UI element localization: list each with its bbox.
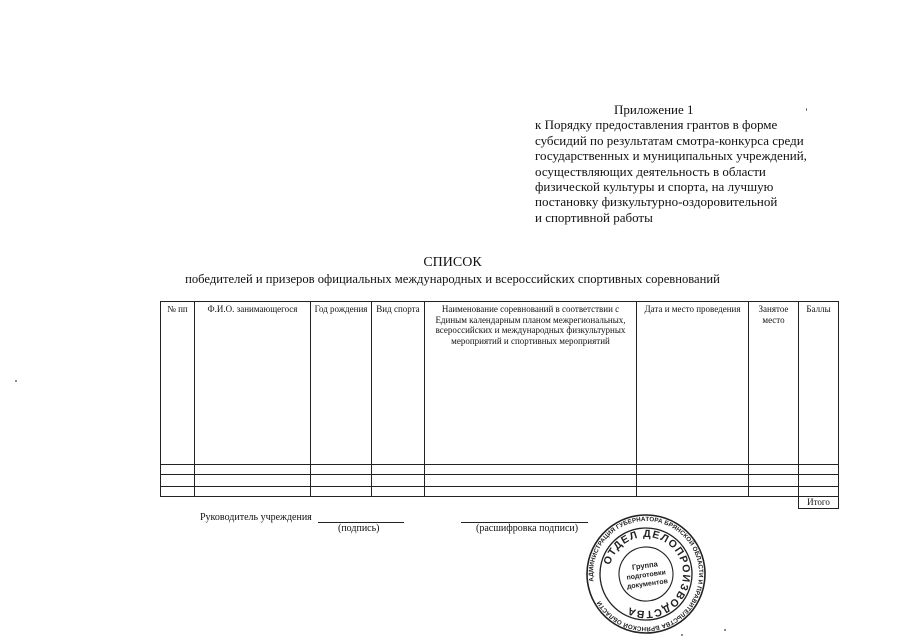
- table-cell: [425, 487, 637, 497]
- stamp-outer-text: АДМИНИСТРАЦИЯ ГУБЕРНАТОРА БРЯНСКОЙ ОБЛАСТИ И ПРАВИТЕЛЬСТВА БРЯНСКОЙ ОБЛАСТИ: [587, 515, 705, 633]
- signature-caption: (подпись): [338, 523, 380, 534]
- table-cell: [195, 475, 311, 487]
- table-cell: [372, 487, 425, 497]
- table-row: [161, 465, 839, 475]
- table-cell: [637, 487, 749, 497]
- table-cell: [195, 487, 311, 497]
- scan-speck: [15, 380, 17, 382]
- table-cell: [161, 497, 799, 509]
- col-header-birth-year: Год рождения: [311, 302, 372, 465]
- table-cell: [799, 475, 839, 487]
- appendix-line: осуществляющих деятельность в области: [535, 163, 766, 179]
- appendix-line: физической культуры и спорта, на лучшую: [535, 179, 774, 195]
- table-header-row: [161, 302, 839, 465]
- table-cell: [799, 487, 839, 497]
- table-cell: [161, 465, 195, 475]
- table-cell: [637, 475, 749, 487]
- appendix-line: к Порядку предоставления грантов в форме: [535, 117, 778, 133]
- appendix-line: постановку физкультурно-оздоровительной: [535, 194, 778, 210]
- stamp-ring-text: ОТДЕЛ ДЕЛОПРОИЗВОДСТВА: [601, 527, 693, 621]
- table-cell: [311, 465, 372, 475]
- table-cell: [749, 487, 799, 497]
- table-cell: [799, 465, 839, 475]
- appendix-line: государственных и муниципальных учреждений,: [535, 148, 807, 164]
- table-cell: [749, 475, 799, 487]
- table-cell: [425, 475, 637, 487]
- col-header-place-taken: Занятое место: [749, 302, 799, 465]
- table-row: [161, 475, 839, 487]
- table-cell: [372, 475, 425, 487]
- stamp-center-line: Группа: [631, 559, 659, 572]
- table-total-row: [161, 497, 839, 509]
- official-stamp-seal: [585, 513, 707, 635]
- table-cell: [161, 475, 195, 487]
- appendix-heading: Приложение 1: [614, 102, 694, 117]
- table-row: [161, 487, 839, 497]
- document-subtitle: победителей и призеров официальных международных и всероссийских спортивных соревнований: [185, 272, 720, 286]
- stamp-center-line: документов: [626, 578, 669, 591]
- table-cell: [311, 487, 372, 497]
- table-cell: [425, 465, 637, 475]
- document-title: СПИСОК: [423, 255, 482, 270]
- table-cell: [311, 475, 372, 487]
- table-cell: [372, 465, 425, 475]
- col-header-competition: Наименование соревнований в соответствии с Единым календарным планом межрегиональных, всероссийских и международных физкультурных мероприятий и спортивных мероприятий: [425, 302, 637, 465]
- decode-caption: (расшифровка подписи): [476, 523, 579, 534]
- col-header-name: Ф.И.О. занимающегося: [195, 302, 311, 465]
- scan-speck: [806, 108, 807, 111]
- winners-table: [160, 301, 839, 509]
- appendix-line: и спортивной работы: [535, 209, 653, 225]
- appendix-block: [535, 102, 865, 225]
- table-cell: [195, 465, 311, 475]
- col-header-points: Баллы: [799, 302, 839, 465]
- signature-label: Руководитель учреждения: [200, 512, 312, 523]
- table-cell: [749, 465, 799, 475]
- scan-speck: [724, 629, 726, 631]
- col-header-date-place: Дата и место проведения: [637, 302, 749, 465]
- scan-speck: [681, 634, 683, 636]
- appendix-line: субсидий по результатам смотра-конкурса среди: [535, 132, 804, 148]
- col-header-number: № пп: [161, 302, 195, 465]
- col-header-sport: Вид спорта: [372, 302, 425, 465]
- table-cell: [637, 465, 749, 475]
- stamp-center-line: подготовки: [626, 569, 667, 582]
- total-label: Итого: [799, 497, 839, 509]
- table-cell: [161, 487, 195, 497]
